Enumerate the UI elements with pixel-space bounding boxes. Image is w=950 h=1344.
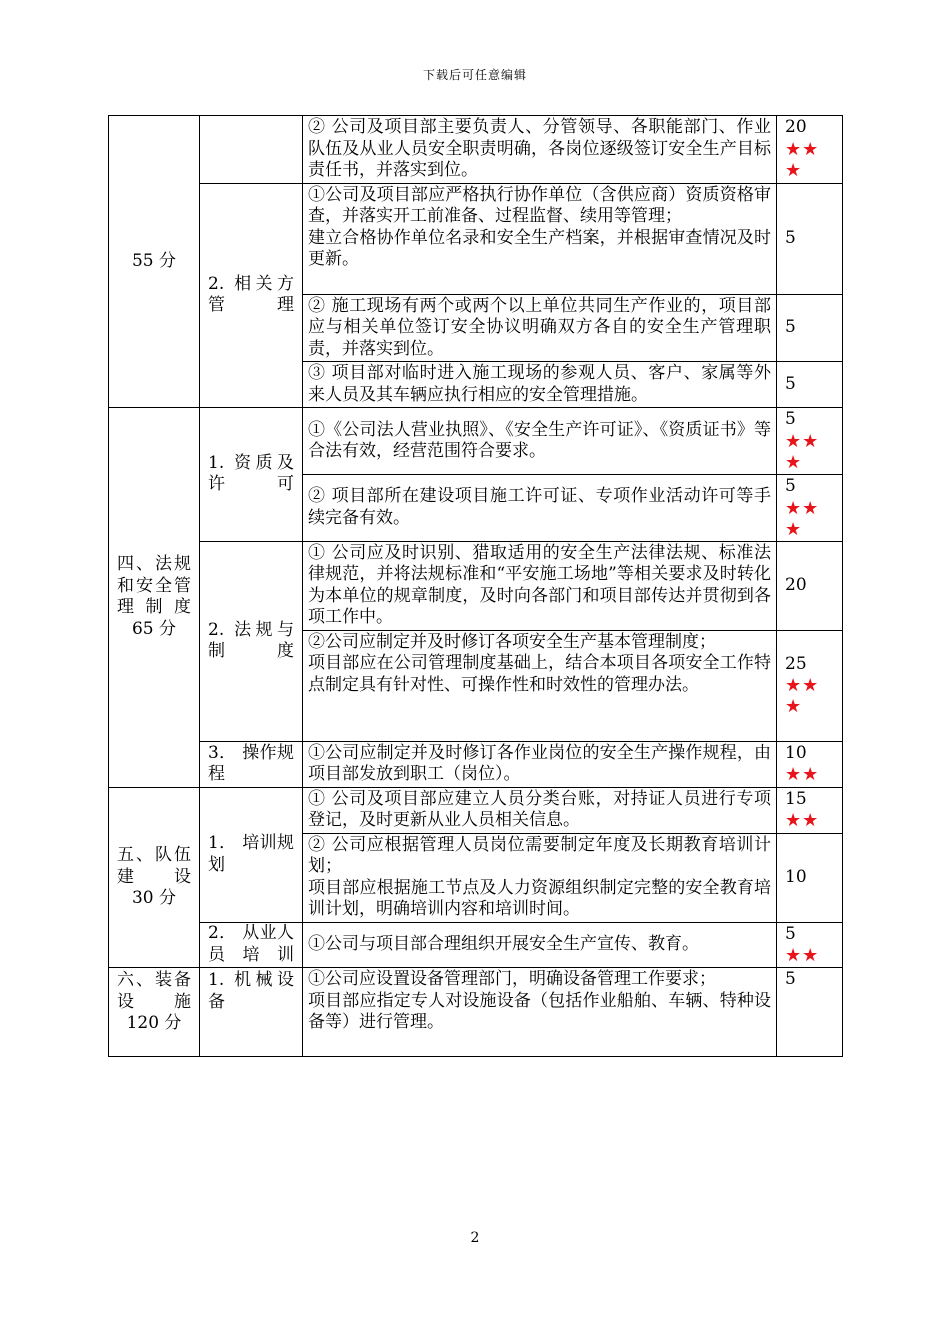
table-row bbox=[109, 183, 843, 294]
table-row bbox=[109, 541, 843, 630]
score-cell bbox=[777, 408, 843, 475]
subcategory-cell bbox=[200, 741, 303, 787]
score-value: 5 bbox=[785, 373, 796, 394]
table-row bbox=[109, 922, 843, 968]
section-score: 65 分 bbox=[131, 618, 177, 639]
score-value: 5 bbox=[785, 969, 796, 989]
safety-standard-table bbox=[108, 115, 843, 1057]
score-value: 5 bbox=[785, 317, 796, 337]
score-value: 5 bbox=[785, 409, 796, 429]
score-value: 5 bbox=[785, 227, 796, 248]
subcategory-cell bbox=[200, 183, 303, 408]
content-cell: ①《公司法人营业执照》、《安全生产许可证》、《资质证书》等合法有效，经营范围符合要求。 bbox=[303, 408, 777, 475]
score-cell bbox=[777, 833, 843, 922]
score-cell bbox=[777, 183, 843, 294]
subcategory-cell bbox=[200, 922, 303, 968]
score-cell bbox=[777, 475, 843, 542]
content-cell: ① 公司及项目部应建立人员分类台账，对持证人员进行专项登记，及时更新从业人员相关信息。 bbox=[303, 787, 777, 833]
content-cell: ② 公司及项目部主要负责人、分管领导、各职能部门、作业队伍及从业人员安全职责明确，各岗位逐级签订安全生产目标责任书，并落实到位。 bbox=[303, 116, 777, 184]
table-row bbox=[109, 408, 843, 475]
star-rating-icon: ★★ ★ bbox=[785, 675, 820, 718]
section-cell bbox=[109, 116, 200, 408]
content-cell: ② 施工现场有两个或两个以上单位共同生产作业的，项目部应与相关单位签订安全协议明确双方各自的安全生产管理职责，并落实到位。 bbox=[303, 294, 777, 362]
section-title: 五、队伍建设 bbox=[117, 845, 191, 887]
score-value: 25 bbox=[785, 653, 807, 674]
star-rating-icon: ★★ bbox=[785, 764, 820, 785]
content-cell: ② 公司应根据管理人员岗位需要制定年度及长期教育培训计划； 项目部应根据施工节点及人力资源组织制定完整的安全教育培训计划，明确培训内容和培训时间。 bbox=[303, 833, 777, 922]
table-row bbox=[109, 787, 843, 833]
star-rating-icon: ★★ ★ bbox=[785, 497, 820, 540]
star-rating-icon: ★★ bbox=[785, 810, 820, 831]
subcategory-label: 2． 从业人员培训 bbox=[208, 923, 294, 965]
section-title: 六、装备设施 bbox=[117, 970, 191, 1012]
subcategory-cell bbox=[200, 408, 303, 542]
subcategory-cell bbox=[200, 787, 303, 922]
subcategory-label: 2. 相关方管理 bbox=[208, 273, 294, 316]
score-value: 10 bbox=[785, 866, 807, 887]
star-rating-icon: ★★ ★ bbox=[785, 430, 820, 473]
score-cell bbox=[777, 116, 843, 184]
score-value: 20 bbox=[785, 574, 807, 595]
score-cell bbox=[777, 787, 843, 833]
table-row bbox=[109, 968, 843, 1057]
score-cell bbox=[777, 362, 843, 408]
score-cell bbox=[777, 741, 843, 787]
subcategory-label: 3． 操作规程 bbox=[208, 742, 294, 784]
subcategory-cell bbox=[200, 541, 303, 741]
content-cell: ①公司与项目部合理组织开展安全生产宣传、教育。 bbox=[303, 922, 777, 968]
subcategory-cell bbox=[200, 116, 303, 184]
subcategory-label: 2. 法规与制度 bbox=[208, 619, 294, 661]
score-cell bbox=[777, 630, 843, 741]
score-cell bbox=[777, 541, 843, 630]
section-cell bbox=[109, 408, 200, 788]
score-value: 5 bbox=[785, 923, 796, 944]
section-score: 30 分 bbox=[131, 888, 177, 908]
score-value: 15 bbox=[785, 788, 807, 809]
score-value: 5 bbox=[785, 476, 796, 496]
section-score: 55 分 bbox=[131, 250, 177, 271]
subcategory-cell bbox=[200, 968, 303, 1057]
score-value: 20 bbox=[785, 117, 807, 137]
content-cell: ① 公司应及时识别、猎取适用的安全生产法律法规、标准法律规范，并将法规标准和“平安施工场地”等相关要求及时转化为本单位的规章制度，及时向各部门和项目部传达并贯彻到各项工作中。 bbox=[303, 541, 777, 630]
section-cell bbox=[109, 787, 200, 968]
content-cell: ①公司及项目部应严格执行协作单位（含供应商）资质资格审查，并落实开工前准备、过程监督、续用等管理； 建立合格协作单位名录和安全生产档案，并根据审查情况及时更新。 bbox=[303, 183, 777, 294]
page-number: 2 bbox=[470, 1230, 480, 1246]
star-rating-icon: ★★ ★ bbox=[785, 138, 820, 181]
content-cell: ①公司应设置设备管理部门，明确设备管理工作要求； 项目部应指定专人对设施设备（包括作业船舶、车辆、特种设备等）进行管理。 bbox=[303, 968, 777, 1057]
content-cell: ②公司应制定并及时修订各项安全生产基本管理制度； 项目部应在公司管理制度基础上，结合本项目各项安全工作特点制定具有针对性、可操作性和时效性的管理办法。 bbox=[303, 630, 777, 741]
table-row bbox=[109, 116, 843, 184]
score-cell bbox=[777, 968, 843, 1057]
star-rating-icon: ★★ bbox=[785, 945, 820, 966]
subcategory-label: 1． 培训规划 bbox=[208, 833, 294, 875]
page-header: 下载后可任意编辑 bbox=[422, 68, 527, 82]
score-value: 10 bbox=[785, 742, 807, 763]
subcategory-label: 1. 机械设备 bbox=[208, 970, 294, 1012]
section-cell bbox=[109, 968, 200, 1057]
section-score: 120 分 bbox=[126, 1013, 182, 1033]
content-cell: ② 项目部所在建设项目施工许可证、专项作业活动许可等手续完备有效。 bbox=[303, 475, 777, 542]
subcategory-label: 1. 资质及许可 bbox=[208, 452, 294, 495]
table-row bbox=[109, 741, 843, 787]
score-cell bbox=[777, 294, 843, 362]
content-cell: ①公司应制定并及时修订各作业岗位的安全生产操作规程，由项目部发放到职工（岗位）。 bbox=[303, 741, 777, 787]
score-cell bbox=[777, 922, 843, 968]
section-title: 四、法规和安全管理制度 bbox=[117, 554, 191, 618]
content-cell: ③ 项目部对临时进入施工现场的参观人员、客户、家属等外来人员及其车辆应执行相应的安全管理措施。 bbox=[303, 362, 777, 408]
